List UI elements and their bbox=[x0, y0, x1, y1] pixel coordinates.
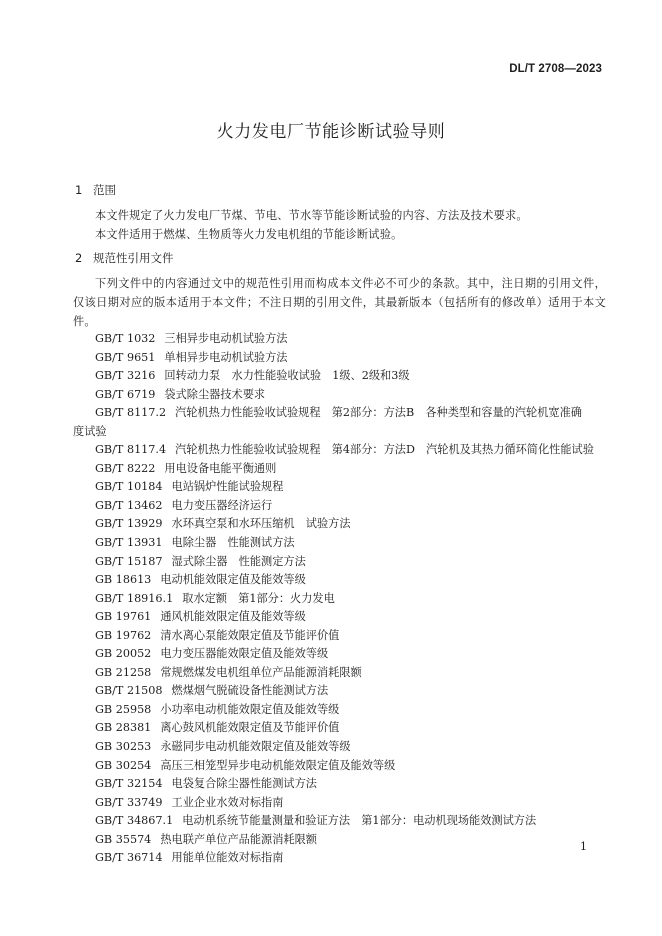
reference-title: 永磁同步电动机能效限定值及能效等级 bbox=[160, 740, 351, 754]
reference-title: 电力变压器经济运行 bbox=[171, 498, 273, 512]
section-title: 范围 bbox=[93, 183, 116, 197]
reference-item bbox=[73, 478, 618, 497]
reference-code: GB/T 8117.2 bbox=[95, 406, 167, 420]
reference-code: GB/T 10184 bbox=[95, 480, 163, 494]
reference-code: GB/T 3216 bbox=[95, 369, 156, 383]
reference-code: GB 19762 bbox=[95, 628, 152, 642]
reference-item bbox=[73, 719, 618, 738]
reference-item bbox=[73, 571, 618, 590]
reference-code: GB/T 32154 bbox=[95, 777, 163, 791]
reference-code: GB/T 8222 bbox=[95, 461, 156, 475]
reference-title: 高压三相笼型异步电动机能效限定值及能效等级 bbox=[160, 758, 396, 772]
reference-item bbox=[73, 608, 618, 627]
reference-title: 工业企业水效对标指南 bbox=[171, 795, 284, 809]
reference-title: 离心鼓风机能效限定值及节能评价值 bbox=[160, 721, 340, 735]
reference-title: 常规燃煤发电机组单位产品能源消耗限额 bbox=[160, 665, 362, 679]
reference-item bbox=[73, 664, 618, 683]
reference-item bbox=[73, 460, 618, 479]
reference-code: GB/T 1032 bbox=[95, 332, 156, 345]
reference-code: GB/T 21508 bbox=[95, 684, 163, 698]
section-heading-scope bbox=[75, 182, 116, 198]
reference-code: GB/T 36714 bbox=[95, 851, 163, 865]
references-intro-paragraph: 下列文件中的内容通过文中的规范性引用而构成本文件必不可少的条款。其中，注日期的引用文件，仅该日期对应的版本适用于本文件；不注日期的引用文件，其最新版本（包括所有的修改单）适用于本文件。 bbox=[73, 277, 606, 328]
section-heading-normative-references bbox=[75, 250, 174, 266]
reference-title: 电袋复合除尘器性能测试方法 bbox=[171, 777, 317, 791]
reference-item bbox=[73, 534, 618, 553]
reference-title: 燃煤烟气脱硫设备性能测试方法 bbox=[171, 684, 329, 698]
reference-code: GB/T 13931 bbox=[95, 536, 163, 550]
reference-code: GB 25958 bbox=[95, 702, 152, 716]
reference-code: GB 19761 bbox=[95, 610, 152, 624]
reference-code: GB 30254 bbox=[95, 758, 152, 772]
section-number: 2 bbox=[75, 251, 83, 265]
reference-item bbox=[73, 386, 618, 405]
section-title: 规范性引用文件 bbox=[93, 251, 174, 265]
reference-item bbox=[73, 812, 618, 831]
reference-item bbox=[73, 738, 618, 757]
reference-item bbox=[73, 775, 618, 794]
reference-item bbox=[73, 627, 618, 646]
reference-title: 用能单位能效对标指南 bbox=[171, 851, 284, 865]
reference-item bbox=[73, 590, 618, 609]
reference-item bbox=[73, 367, 618, 386]
reference-item bbox=[73, 645, 618, 664]
reference-item bbox=[73, 757, 618, 776]
page-number: 1 bbox=[580, 840, 587, 853]
reference-title: 三相异步电动机试验方法 bbox=[164, 332, 288, 345]
reference-item bbox=[73, 441, 618, 460]
reference-title: 回转动力泵 水力性能验收试验 1级、2级和3级 bbox=[164, 369, 410, 383]
scope-paragraph: 本文件适用于燃煤、生物质等火力发电机组的节能诊断试验。 bbox=[95, 228, 403, 241]
reference-code: GB/T 18916.1 bbox=[95, 591, 174, 605]
reference-item bbox=[73, 515, 618, 534]
reference-code: GB/T 34867.1 bbox=[95, 814, 174, 828]
reference-code: GB 21258 bbox=[95, 665, 152, 679]
reference-item bbox=[73, 497, 618, 516]
reference-item bbox=[73, 831, 618, 850]
reference-code: GB 20052 bbox=[95, 647, 152, 661]
reference-title: 电站锅炉性能试验规程 bbox=[171, 480, 284, 494]
reference-code: GB 18613 bbox=[95, 573, 152, 587]
reference-title: 小功率电动机能效限定值及能效等级 bbox=[160, 702, 340, 716]
reference-item bbox=[73, 849, 618, 868]
reference-title: 通风机能效限定值及能效等级 bbox=[160, 610, 306, 624]
reference-code: GB 28381 bbox=[95, 721, 152, 735]
scope-paragraph: 本文件规定了火力发电厂节煤、节电、节水等节能诊断试验的内容、方法及技术要求。 bbox=[95, 209, 528, 222]
reference-code: GB/T 15187 bbox=[95, 554, 163, 568]
section-number: 1 bbox=[75, 183, 83, 197]
reference-code: GB/T 13929 bbox=[95, 517, 163, 531]
reference-code: GB/T 8117.4 bbox=[95, 443, 167, 457]
reference-title: 汽轮机热力性能验收试验规程 第2部分：方法B 各种类型和容量的汽轮机宽准确度试验 bbox=[73, 406, 582, 438]
reference-item bbox=[73, 794, 618, 813]
reference-title: 清水离心泵能效限定值及节能评价值 bbox=[160, 628, 340, 642]
reference-list bbox=[73, 330, 618, 868]
reference-title: 汽轮机热力性能验收试验规程 第4部分：方法D 汽轮机及其热力循环简化性能试验 bbox=[175, 443, 594, 457]
reference-item bbox=[73, 404, 593, 441]
standard-code: DL/T 2708—2023 bbox=[509, 63, 602, 75]
reference-title: 湿式除尘器 性能测定方法 bbox=[171, 554, 306, 568]
reference-title: 袋式除尘器技术要求 bbox=[164, 387, 266, 401]
reference-code: GB 30253 bbox=[95, 740, 152, 754]
reference-title: 电力变压器能效限定值及能效等级 bbox=[160, 647, 329, 661]
reference-title: 热电联产单位产品能源消耗限额 bbox=[160, 832, 317, 846]
document-title: 火力发电厂节能诊断试验导则 bbox=[216, 122, 446, 142]
reference-item bbox=[73, 330, 618, 349]
reference-item bbox=[73, 349, 618, 368]
reference-title: 取水定额 第1部分：火力发电 bbox=[182, 591, 335, 605]
reference-title: 电动机系统节能量测量和验证方法 第1部分：电动机现场能效测试方法 bbox=[182, 814, 537, 828]
reference-code: GB 35574 bbox=[95, 832, 152, 846]
reference-code: GB/T 9651 bbox=[95, 350, 156, 364]
reference-title: 单相异步电动机试验方法 bbox=[164, 350, 288, 364]
reference-title: 电动机能效限定值及能效等级 bbox=[160, 573, 306, 587]
reference-code: GB/T 33749 bbox=[95, 795, 163, 809]
reference-title: 水环真空泵和水环压缩机 试验方法 bbox=[171, 517, 351, 531]
reference-item bbox=[73, 682, 618, 701]
reference-title: 用电设备电能平衡通则 bbox=[164, 461, 277, 475]
reference-code: GB/T 13462 bbox=[95, 498, 163, 512]
reference-item bbox=[73, 701, 618, 720]
reference-code: GB/T 6719 bbox=[95, 387, 156, 401]
reference-item bbox=[73, 553, 618, 572]
reference-title: 电除尘器 性能测试方法 bbox=[171, 536, 295, 550]
